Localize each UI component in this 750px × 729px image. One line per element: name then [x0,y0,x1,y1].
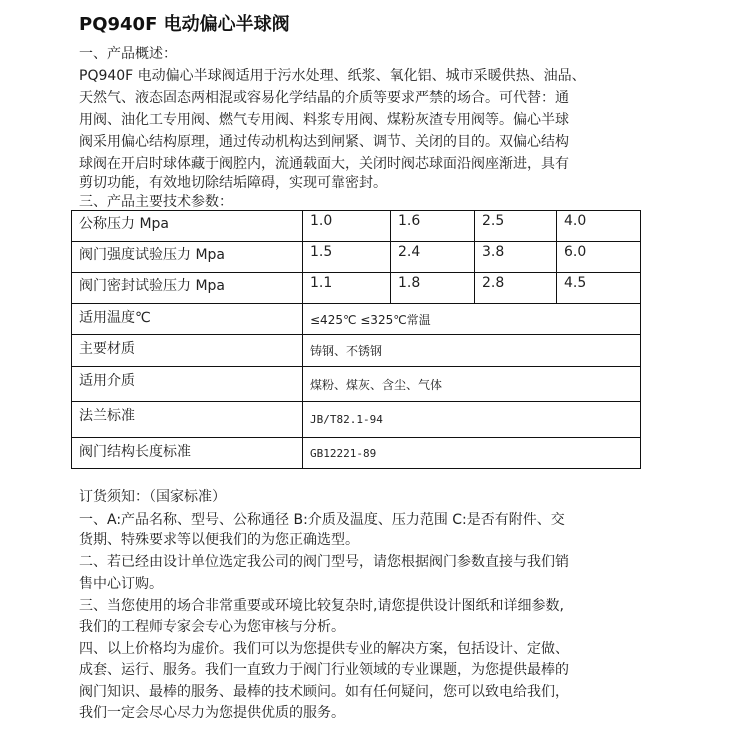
param-value: 4.0 [557,211,641,242]
order-line: 二、若已经由设计单位选定我公司的阀门型号，请您根据阀门参数直接与我们销 [79,554,569,570]
param-value: 铸钢、不锈钢 [303,335,641,367]
param-value: ≤425℃ ≤325℃常温 [303,304,641,335]
param-label: 适用温度℃ [72,304,303,335]
order-line: 售中心订购。 [79,576,163,592]
overview-line: 阀采用偏心结构原理，通过传动机构达到闸紧、调节、关闭的目的。双偏心结构 [79,134,569,150]
param-value: 6.0 [557,242,641,273]
param-value: 4.5 [557,273,641,304]
table-row [72,335,641,367]
param-label: 适用介质 [72,367,303,402]
overview-line: 剪切功能，有效地切除结垢障碍，实现可靠密封。 [79,175,387,191]
overview-line: 天然气、液态固态两相混或容易化学结晶的介质等要求严禁的场合。可代替：通 [79,90,569,106]
param-value: 2.5 [475,211,557,242]
param-value: 1.6 [391,211,475,242]
order-line: 成套、运行、服务。我们一直致力于阀门行业领域的专业课题，为您提供最棒的 [79,662,569,678]
param-label: 阀门结构长度标准 [72,438,303,469]
order-line: 一、A:产品名称、型号、公称通径 B:介质及温度、压力范围 C:是否有附件、交 [79,512,565,528]
order-heading: 订货须知：（国家标准） [79,489,226,505]
param-label: 主要材质 [72,335,303,367]
param-label: 阀门强度试验压力 Mpa [72,242,303,273]
order-line: 我们一定会尽心尽力为您提供优质的服务。 [79,705,345,721]
order-line: 我们的工程师专家会专心为您审核与分析。 [79,619,345,635]
order-line: 三、当您使用的场合非常重要或环境比较复杂时,请您提供设计图纸和详细参数, [79,598,564,614]
param-label: 法兰标准 [72,402,303,438]
table-row [72,273,641,304]
param-value: 1.5 [303,242,391,273]
spec-table [71,210,641,469]
param-value: JB/T82.1-94 [303,402,641,438]
overview-line: 用阀、油化工专用阀、燃气专用阀、料浆专用阀、煤粉灰渣专用阀等。偏心半球 [79,112,569,128]
param-value: 2.8 [475,273,557,304]
param-label: 公称压力 Mpa [72,211,303,242]
param-value: 1.1 [303,273,391,304]
table-row [72,211,641,242]
order-line: 货期、特殊要求等以便我们的为您正确选型。 [79,532,359,548]
table-row [72,242,641,273]
order-line: 四、以上价格均为虚价。我们可以为您提供专业的解决方案，包括设计、定做、 [79,641,569,657]
param-label: 阀门密封试验压力 Mpa [72,273,303,304]
page-title: PQ940F 电动偏心半球阀 [79,14,290,35]
order-line: 阀门知识、最棒的服务、最棒的技术顾问。如有任何疑问，您可以致电给我们， [79,684,569,700]
table-row [72,367,641,402]
table-row [72,402,641,438]
table-row [72,304,641,335]
param-value: 煤粉、煤灰、含尘、气体 [303,367,641,402]
params-heading: 三、产品主要技术参数： [79,194,233,210]
overview-heading: 一、产品概述： [79,46,177,62]
param-value: 2.4 [391,242,475,273]
param-value: 1.8 [391,273,475,304]
param-value: 3.8 [475,242,557,273]
param-value: GB12221-89 [303,438,641,469]
table-row [72,438,641,469]
overview-line: 球阀在开启时球体藏于阀腔内，流通载面大，关闭时阀芯球面沿阀座渐进，具有 [79,156,569,172]
param-value: 1.0 [303,211,391,242]
overview-line: PQ940F 电动偏心半球阀适用于污水处理、纸浆、氧化铝、城市采暖供热、油品、 [79,68,586,84]
